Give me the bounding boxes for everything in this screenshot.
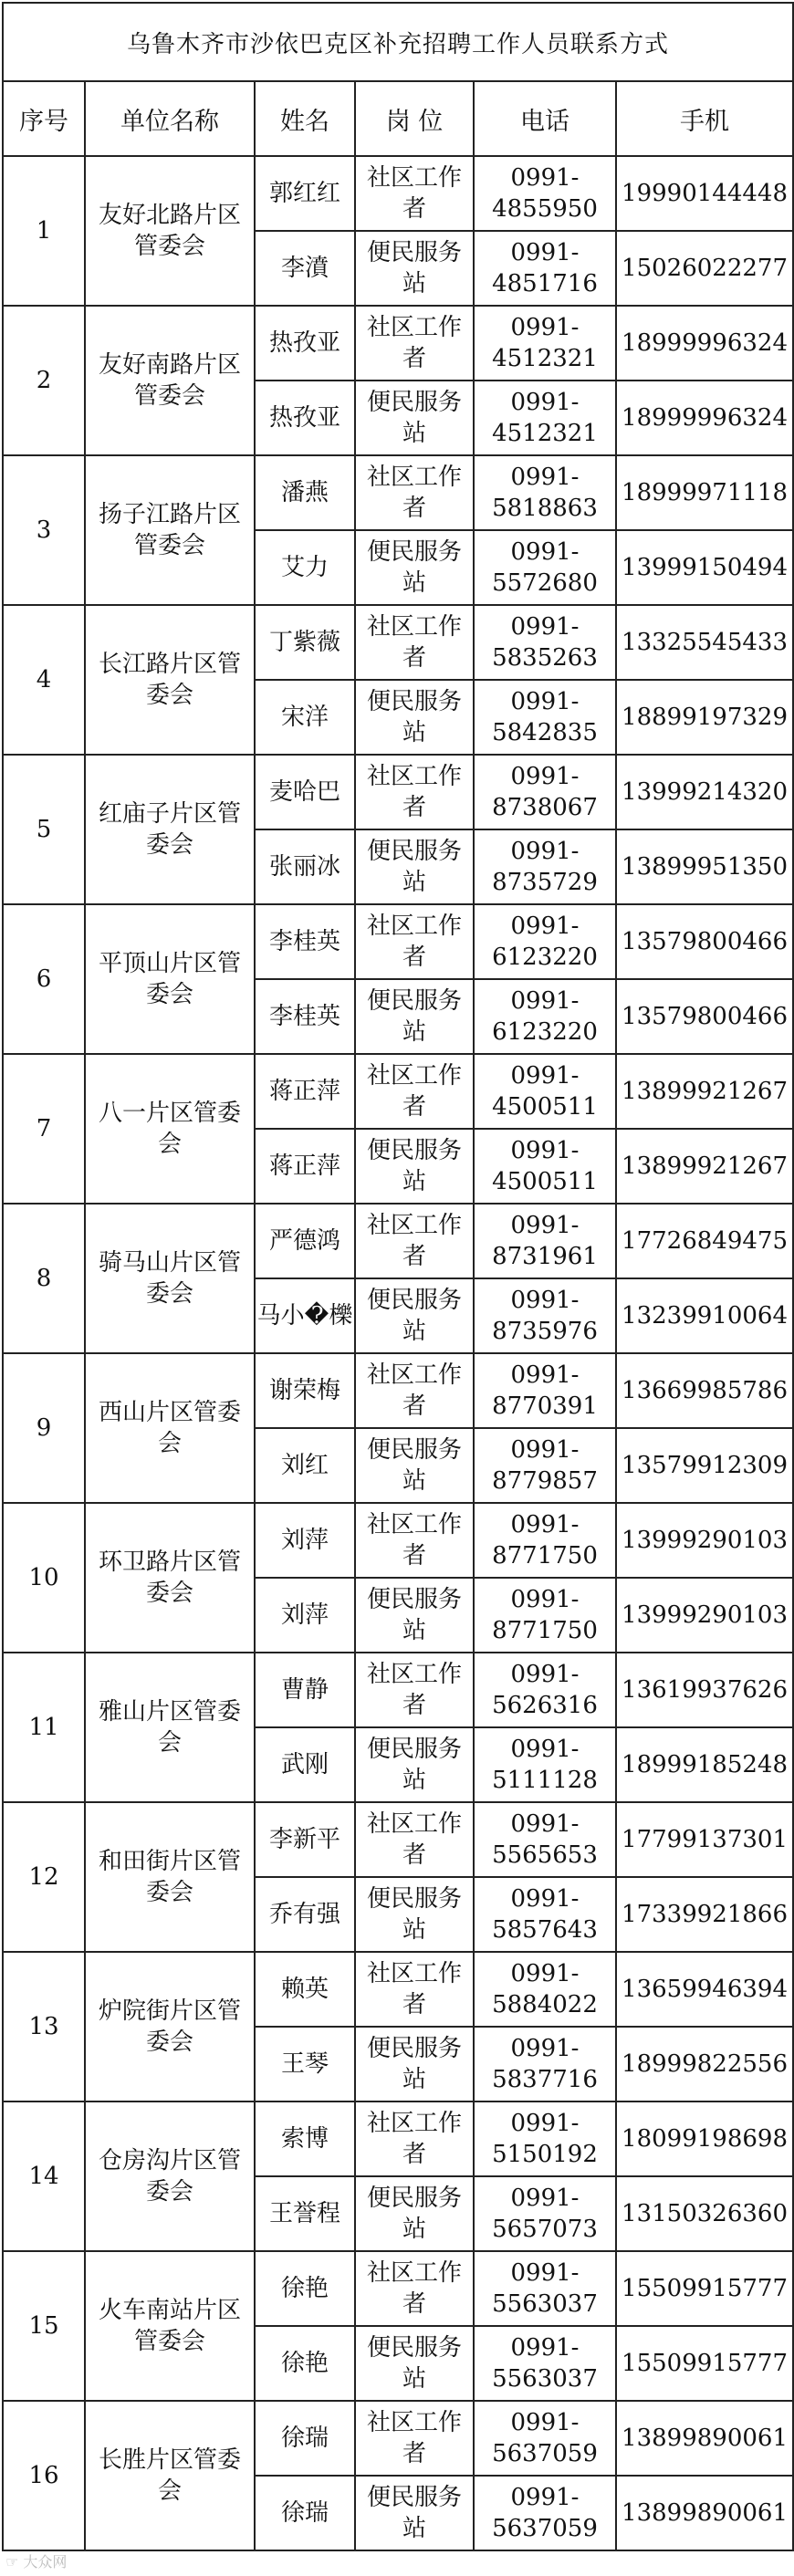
cell-tel: 0991-8771750: [474, 1503, 616, 1578]
cell-post: 便民服务站: [355, 2326, 474, 2401]
cell-mobile: 13899890061: [616, 2401, 793, 2476]
cell-no: 6: [3, 904, 85, 1054]
table-row: [3, 306, 793, 381]
cell-tel: 0991-5637059: [474, 2476, 616, 2550]
cell-tel: 0991-5835263: [474, 605, 616, 680]
cell-no: 9: [3, 1353, 85, 1503]
cell-name: 丁紫薇: [255, 605, 355, 680]
cell-post: 社区工作者: [355, 1802, 474, 1877]
cell-mobile: 18999822556: [616, 2027, 793, 2101]
cell-mobile: 19990144448: [616, 156, 793, 231]
cell-no: 11: [3, 1653, 85, 1802]
cell-tel: 0991-5563037: [474, 2326, 616, 2401]
table-row: [3, 755, 793, 829]
cell-tel: 0991-4851716: [474, 231, 616, 306]
cell-unit: 平顶山片区管委会: [85, 904, 255, 1054]
cell-name: 刘萍: [255, 1578, 355, 1653]
cell-name: 徐瑞: [255, 2401, 355, 2476]
cell-mobile: 13150326360: [616, 2176, 793, 2251]
watermark: ☞ 大众网: [5, 2553, 68, 2571]
cell-post: 便民服务站: [355, 231, 474, 306]
cell-no: 14: [3, 2101, 85, 2251]
header-no: 序号: [3, 81, 85, 156]
cell-tel: 0991-5884022: [474, 1952, 616, 2027]
table-row: [3, 605, 793, 680]
cell-mobile: 13659946394: [616, 1952, 793, 2027]
cell-post: 社区工作者: [355, 605, 474, 680]
cell-tel: 0991-4500511: [474, 1129, 616, 1204]
cell-name: 王琴: [255, 2027, 355, 2101]
cell-name: 潘燕: [255, 455, 355, 530]
cell-post: 社区工作者: [355, 1353, 474, 1428]
cell-tel: 0991-6123220: [474, 904, 616, 979]
cell-unit: 炉院街片区管委会: [85, 1952, 255, 2101]
cell-mobile: 13999150494: [616, 530, 793, 605]
cell-name: 麦哈巴: [255, 755, 355, 829]
cell-post: 便民服务站: [355, 2027, 474, 2101]
cell-post: 社区工作者: [355, 1503, 474, 1578]
table-row: [3, 2251, 793, 2326]
cell-post: 便民服务站: [355, 979, 474, 1054]
table-row: [3, 1353, 793, 1428]
cell-post: 社区工作者: [355, 2251, 474, 2326]
cell-no: 16: [3, 2401, 85, 2550]
cell-tel: 0991-5857643: [474, 1877, 616, 1952]
table-row: [3, 156, 793, 231]
table-row: [3, 1054, 793, 1129]
cell-mobile: 18999971118: [616, 455, 793, 530]
cell-no: 10: [3, 1503, 85, 1653]
cell-no: 15: [3, 2251, 85, 2401]
cell-unit: 仓房沟片区管委会: [85, 2101, 255, 2251]
cell-mobile: 13899890061: [616, 2476, 793, 2550]
header-unit: 单位名称: [85, 81, 255, 156]
contact-table: [2, 2, 794, 2551]
cell-tel: 0991-6123220: [474, 979, 616, 1054]
cell-unit: 扬子江路片区管委会: [85, 455, 255, 605]
cell-name: 热孜亚: [255, 306, 355, 381]
cell-unit: 和田街片区管委会: [85, 1802, 255, 1952]
cell-unit: 雅山片区管委会: [85, 1653, 255, 1802]
cell-unit: 长江路片区管委会: [85, 605, 255, 755]
cell-name: 徐艳: [255, 2251, 355, 2326]
cell-name: 赖英: [255, 1952, 355, 2027]
cell-post: 便民服务站: [355, 2176, 474, 2251]
cell-post: 便民服务站: [355, 829, 474, 904]
cell-name: 蒋正萍: [255, 1054, 355, 1129]
cell-mobile: 17726849475: [616, 1204, 793, 1278]
cell-tel: 0991-5150192: [474, 2101, 616, 2176]
cell-mobile: 17339921866: [616, 1877, 793, 1952]
cell-tel: 0991-5111128: [474, 1727, 616, 1802]
cell-mobile: 18999996324: [616, 306, 793, 381]
cell-unit: 长胜片区管委会: [85, 2401, 255, 2550]
cell-tel: 0991-8770391: [474, 1353, 616, 1428]
cell-name: 严德鸿: [255, 1204, 355, 1278]
cell-tel: 0991-5818863: [474, 455, 616, 530]
cell-tel: 0991-4512321: [474, 381, 616, 455]
cell-name: 徐艳: [255, 2326, 355, 2401]
cell-tel: 0991-8735976: [474, 1278, 616, 1353]
cell-post: 社区工作者: [355, 755, 474, 829]
table-row: [3, 1204, 793, 1278]
cell-tel: 0991-4855950: [474, 156, 616, 231]
cell-post: 便民服务站: [355, 680, 474, 755]
cell-no: 3: [3, 455, 85, 605]
cell-post: 便民服务站: [355, 530, 474, 605]
cell-mobile: 13579800466: [616, 979, 793, 1054]
cell-post: 社区工作者: [355, 156, 474, 231]
cell-mobile: 18999185248: [616, 1727, 793, 1802]
cell-mobile: 17799137301: [616, 1802, 793, 1877]
cell-name: 武刚: [255, 1727, 355, 1802]
cell-post: 社区工作者: [355, 306, 474, 381]
cell-mobile: 18899197329: [616, 680, 793, 755]
cell-mobile: 13669985786: [616, 1353, 793, 1428]
cell-name: 李濆: [255, 231, 355, 306]
cell-mobile: 13899921267: [616, 1054, 793, 1129]
cell-post: 社区工作者: [355, 1054, 474, 1129]
cell-name: 索博: [255, 2101, 355, 2176]
cell-unit: 红庙子片区管委会: [85, 755, 255, 904]
cell-unit: 友好北路片区管委会: [85, 156, 255, 306]
cell-no: 4: [3, 605, 85, 755]
cell-tel: 0991-4500511: [474, 1054, 616, 1129]
cell-name: 曹静: [255, 1653, 355, 1727]
cell-unit: 西山片区管委会: [85, 1353, 255, 1503]
cell-no: 2: [3, 306, 85, 455]
cell-tel: 0991-5626316: [474, 1653, 616, 1727]
cell-no: 7: [3, 1054, 85, 1204]
cell-mobile: 15509915777: [616, 2251, 793, 2326]
cell-mobile: 13899951350: [616, 829, 793, 904]
cell-no: 13: [3, 1952, 85, 2101]
cell-mobile: 13999214320: [616, 755, 793, 829]
cell-tel: 0991-5563037: [474, 2251, 616, 2326]
cell-mobile: 15026022277: [616, 231, 793, 306]
cell-mobile: 13579912309: [616, 1428, 793, 1503]
cell-mobile: 13579800466: [616, 904, 793, 979]
header-mobile: 手机: [616, 81, 793, 156]
cell-mobile: 13239910064: [616, 1278, 793, 1353]
cell-post: 社区工作者: [355, 904, 474, 979]
cell-mobile: 13999290103: [616, 1503, 793, 1578]
cell-post: 便民服务站: [355, 1428, 474, 1503]
cell-mobile: 18099198698: [616, 2101, 793, 2176]
table-row: [3, 1503, 793, 1578]
cell-no: 8: [3, 1204, 85, 1353]
cell-no: 5: [3, 755, 85, 904]
cell-mobile: 18999996324: [616, 381, 793, 455]
table-row: [3, 904, 793, 979]
cell-mobile: 13325545433: [616, 605, 793, 680]
cell-tel: 0991-8731961: [474, 1204, 616, 1278]
header-name: 姓名: [255, 81, 355, 156]
cell-tel: 0991-8771750: [474, 1578, 616, 1653]
cell-tel: 0991-5572680: [474, 530, 616, 605]
cell-name: 李新平: [255, 1802, 355, 1877]
cell-name: 王誉程: [255, 2176, 355, 2251]
cell-name: 乔有强: [255, 1877, 355, 1952]
cell-name: 郭红红: [255, 156, 355, 231]
cell-post: 社区工作者: [355, 2101, 474, 2176]
table-row: [3, 2101, 793, 2176]
cell-post: 社区工作者: [355, 455, 474, 530]
cell-name: 李桂英: [255, 904, 355, 979]
cell-post: 社区工作者: [355, 1653, 474, 1727]
cell-mobile: 13899921267: [616, 1129, 793, 1204]
cell-name: 张丽冰: [255, 829, 355, 904]
header-row: [3, 81, 793, 156]
cell-tel: 0991-5657073: [474, 2176, 616, 2251]
cell-tel: 0991-8779857: [474, 1428, 616, 1503]
cell-name: 蒋正萍: [255, 1129, 355, 1204]
cell-name: 徐瑞: [255, 2476, 355, 2550]
cell-unit: 环卫路片区管委会: [85, 1503, 255, 1653]
cell-post: 便民服务站: [355, 1129, 474, 1204]
header-tel: 电话: [474, 81, 616, 156]
header-post: 岗 位: [355, 81, 474, 156]
cell-name: 刘红: [255, 1428, 355, 1503]
cell-post: 社区工作者: [355, 2401, 474, 2476]
cell-mobile: 13619937626: [616, 1653, 793, 1727]
cell-tel: 0991-5842835: [474, 680, 616, 755]
cell-post: 便民服务站: [355, 381, 474, 455]
cell-post: 社区工作者: [355, 1952, 474, 2027]
cell-post: 便民服务站: [355, 1278, 474, 1353]
table-row: [3, 455, 793, 530]
cell-post: 便民服务站: [355, 2476, 474, 2550]
cell-post: 便民服务站: [355, 1578, 474, 1653]
cell-name: 李桂英: [255, 979, 355, 1054]
cell-name: 宋洋: [255, 680, 355, 755]
cell-tel: 0991-8735729: [474, 829, 616, 904]
cell-unit: 八一片区管委会: [85, 1054, 255, 1204]
cell-post: 便民服务站: [355, 1877, 474, 1952]
cell-tel: 0991-4512321: [474, 306, 616, 381]
cell-tel: 0991-5637059: [474, 2401, 616, 2476]
cell-unit: 友好南路片区管委会: [85, 306, 255, 455]
cell-name: 谢荣梅: [255, 1353, 355, 1428]
cell-tel: 0991-8738067: [474, 755, 616, 829]
cell-name: 艾力: [255, 530, 355, 605]
table-row: [3, 1653, 793, 1727]
cell-post: 社区工作者: [355, 1204, 474, 1278]
cell-no: 12: [3, 1802, 85, 1952]
cell-post: 便民服务站: [355, 1727, 474, 1802]
cell-name: 刘萍: [255, 1503, 355, 1578]
table-row: [3, 1802, 793, 1877]
cell-mobile: 13999290103: [616, 1578, 793, 1653]
table-row: [3, 2401, 793, 2476]
cell-unit: 火车南站片区管委会: [85, 2251, 255, 2401]
table-title: 乌鲁木齐市沙依巴克区补充招聘工作人员联系方式: [3, 3, 793, 81]
table-row: [3, 1952, 793, 2027]
cell-tel: 0991-5837716: [474, 2027, 616, 2101]
cell-name: 马小�櫟: [255, 1278, 355, 1353]
cell-unit: 骑马山片区管委会: [85, 1204, 255, 1353]
cell-tel: 0991-5565653: [474, 1802, 616, 1877]
cell-no: 1: [3, 156, 85, 306]
cell-name: 热孜亚: [255, 381, 355, 455]
cell-mobile: 15509915777: [616, 2326, 793, 2401]
